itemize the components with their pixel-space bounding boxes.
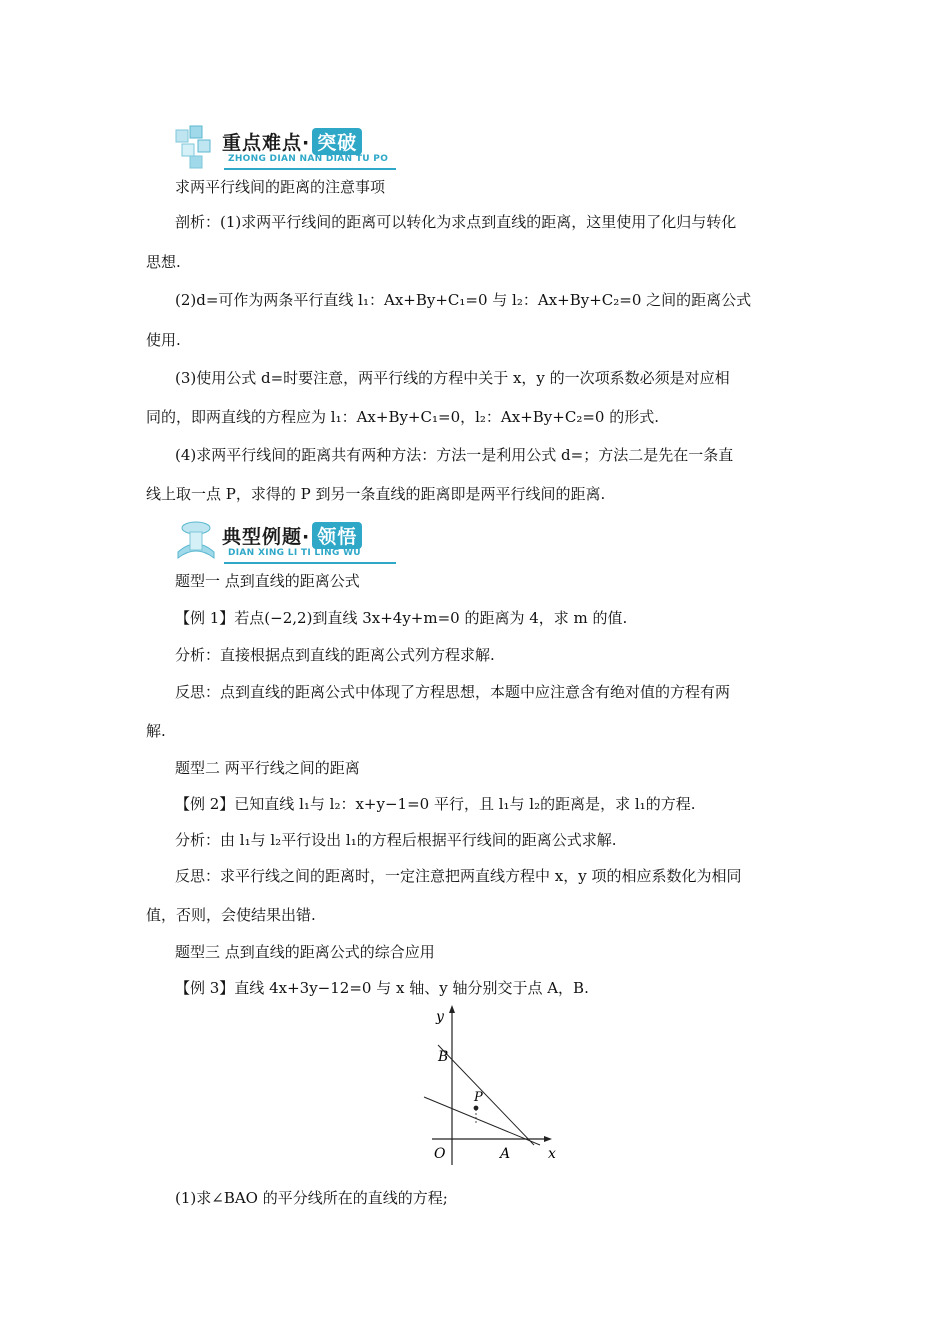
question: (1)求∠BAO 的平分线所在的直线的方程; — [175, 1189, 448, 1207]
example-statement: 【例 1】若点(−2,2)到直线 3x+4y+m=0 的距离为 4，求 m 的值. — [175, 609, 628, 627]
reflection: 反思：求平行线之间的距离时，一定注意把两直线方程中 x，y 项的相应系数化为相同 — [175, 867, 742, 885]
label-P: P — [474, 1090, 483, 1105]
banner-accent: 领悟 — [312, 522, 362, 549]
label-x: x — [548, 1146, 556, 1162]
banner-title: 重点难点· 突破 — [222, 128, 362, 155]
banner-accent: 突破 — [312, 128, 362, 155]
topic-heading: 题型二 两平行线之间的距离 — [175, 759, 360, 777]
section-banner-key-points — [172, 124, 402, 174]
point-P — [474, 1106, 479, 1111]
paragraph: 使用. — [146, 331, 181, 349]
label-A: A — [500, 1146, 511, 1162]
paragraph: 线上取一点 P，求得的 P 到另一条直线的距离即是两平行线间的距离. — [146, 485, 606, 503]
geometry-figure — [418, 1005, 568, 1167]
banner-underline — [224, 562, 396, 564]
reflection: 值，否则，会使结果出错. — [146, 906, 316, 924]
reflection: 反思：点到直线的距离公式中体现了方程思想，本题中应注意含有绝对值的方程有两 — [175, 683, 731, 701]
section-heading: 求两平行线间的距离的注意事项 — [175, 178, 386, 196]
y-axis-arrow — [449, 1005, 455, 1013]
paragraph: (4)求两平行线间的距离共有两种方法：方法一是利用公式 d=；方法二是先在一条直 — [175, 446, 734, 464]
example-statement: 【例 3】直线 4x+3y−12=0 与 x 轴、y 轴分别交于点 A，B. — [175, 979, 589, 997]
label-B: B — [438, 1049, 449, 1065]
example-statement: 【例 2】已知直线 l₁与 l₂：x+y−1=0 平行，且 l₁与 l₂的距离是，求 l₁的方程. — [175, 795, 696, 813]
label-y: y — [436, 1009, 444, 1025]
banner-pinyin: ZHONG DIAN NAN DIAN TU PO — [228, 154, 389, 164]
paragraph: (3)使用公式 d=时要注意，两平行线的方程中关于 x，y 的一次项系数必须是对应相 — [175, 369, 730, 387]
banner-underline — [224, 168, 396, 170]
analysis: 分析：由 l₁与 l₂平行设出 l₁的方程后根据平行线间的距离公式求解. — [175, 831, 617, 849]
section-banner-examples — [172, 518, 402, 568]
paragraph: 剖析：(1)求两平行线间的距离可以转化为求点到直线的距离，这里使用了化归与转化 — [175, 213, 737, 231]
paragraph: 思想. — [146, 253, 181, 271]
reflection: 解. — [146, 722, 166, 740]
analysis: 分析：直接根据点到直线的距离公式列方程求解. — [175, 646, 495, 664]
paragraph: (2)d=可作为两条平行直线 l₁：Ax+By+C₁=0 与 l₂：Ax+By+C₂=0 之间的距离公式 — [175, 291, 752, 309]
label-O: O — [434, 1146, 446, 1162]
topic-heading: 题型三 点到直线的距离公式的综合应用 — [175, 943, 435, 961]
topic-heading: 题型一 点到直线的距离公式 — [175, 572, 360, 590]
banner-pinyin: DIAN XING LI TI LING WU — [228, 548, 361, 558]
x-axis-arrow — [544, 1136, 552, 1142]
paragraph: 同的，即两直线的方程应为 l₁：Ax+By+C₁=0，l₂：Ax+By+C₂=0 的形式. — [146, 408, 659, 426]
banner-title: 典型例题· 领悟 — [222, 522, 362, 549]
